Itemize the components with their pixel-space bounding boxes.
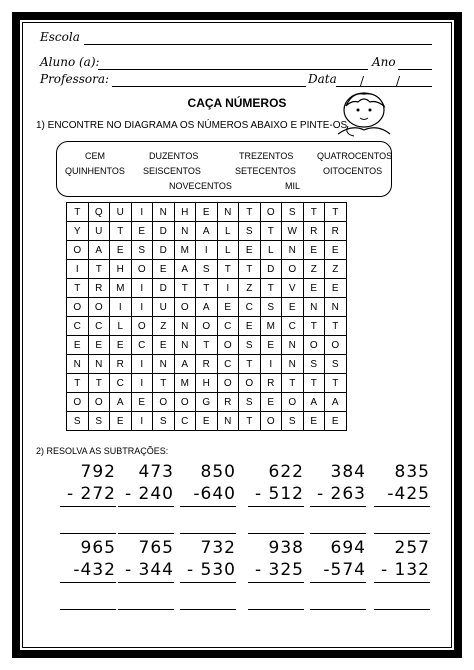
grid-cell[interactable]: O [174,393,196,412]
word-item: DUZENTOS [149,151,199,161]
grid-cell[interactable]: E [131,393,153,412]
grid-cell[interactable]: N [217,412,239,431]
grid-row [67,241,347,260]
subtraction-problem [374,462,430,534]
grid-cell[interactable]: O [67,241,89,260]
aluno-line[interactable] [98,69,368,70]
page-title: CAÇA NÚMEROS [187,96,287,110]
grid-cell[interactable]: C [88,317,110,336]
subtraction-problem [180,538,236,610]
word-item: CEM [85,151,105,161]
grid-row [67,374,347,393]
grid-cell[interactable]: E [88,336,110,355]
subtrahend: - 263 [310,484,366,507]
grid-cell[interactable]: I [131,203,153,222]
grid-cell[interactable]: T [88,260,110,279]
grid-cell[interactable]: U [110,203,132,222]
grid-cell[interactable]: T [239,412,261,431]
grid-cell[interactable]: N [325,298,347,317]
subtraction-problem [118,538,174,610]
grid-cell[interactable]: T [303,317,325,336]
subtrahend: -640 [180,484,236,507]
child-cartoon-icon [334,90,392,140]
grid-cell[interactable]: N [88,355,110,374]
label-professora: Professora: [40,72,110,86]
answer-line[interactable] [118,511,174,534]
subtrahend: -425 [374,484,430,507]
word-item: QUATROCENTOS [317,151,393,161]
grid-cell[interactable]: E [153,336,175,355]
label-aluno: Aluno (a): [40,55,100,69]
grid-cell[interactable]: E [110,412,132,431]
answer-line[interactable] [248,587,304,610]
grid-cell[interactable]: D [260,260,282,279]
grid-cell[interactable]: E [303,412,325,431]
grid-cell[interactable]: C [67,317,89,336]
grid-row [67,203,347,222]
answer-line[interactable] [248,511,304,534]
grid-cell[interactable]: S [239,393,261,412]
grid-cell[interactable]: R [88,279,110,298]
word-item: TREZENTOS [239,151,294,161]
subtrahend: -574 [310,560,366,583]
grid-cell[interactable]: A [303,393,325,412]
instruction-find-numbers: 1) ENCONTRE NO DIAGRAMA OS NÚMEROS ABAIXO E PINTE-OS [36,120,348,131]
grid-cell[interactable]: I [131,279,153,298]
grid-cell[interactable]: R [217,393,239,412]
grid-cell[interactable]: O [131,317,153,336]
grid-cell[interactable]: I [67,260,89,279]
subtrahend: - 512 [248,484,304,507]
grid-cell[interactable]: H [196,374,218,393]
ano-line[interactable] [398,69,432,70]
grid-cell[interactable]: E [196,412,218,431]
grid-cell[interactable]: R [325,222,347,241]
grid-row [67,412,347,431]
grid-row [67,222,347,241]
grid-cell[interactable]: E [217,298,239,317]
grid-cell[interactable]: T [67,279,89,298]
date-slash-2: / [396,74,401,88]
grid-cell[interactable]: T [67,374,89,393]
grid-cell[interactable]: H [174,203,196,222]
grid-cell[interactable]: E [325,279,347,298]
answer-line[interactable] [374,587,430,610]
minuend: 473 [138,462,174,482]
grid-cell[interactable]: H [110,260,132,279]
subtrahend: - 344 [118,560,174,583]
grid-cell[interactable]: E [303,241,325,260]
grid-cell[interactable]: E [260,393,282,412]
grid-cell[interactable]: R [196,355,218,374]
subtraction-problem [60,462,116,534]
grid-cell[interactable]: O [217,336,239,355]
grid-cell[interactable]: S [239,336,261,355]
grid-cell[interactable]: I [131,412,153,431]
grid-cell[interactable]: C [174,412,196,431]
answer-line[interactable] [180,587,236,610]
grid-cell[interactable]: E [110,336,132,355]
grid-cell[interactable]: I [131,355,153,374]
grid-cell[interactable]: S [196,260,218,279]
grid-cell[interactable]: E [153,260,175,279]
grid-cell[interactable]: T [260,222,282,241]
grid-cell[interactable]: G [196,393,218,412]
grid-cell[interactable]: A [325,393,347,412]
grid-cell[interactable]: L [260,241,282,260]
grid-row [67,336,347,355]
grid-cell[interactable]: V [282,279,304,298]
grid-cell[interactable]: N [174,317,196,336]
minuend: 965 [80,538,116,558]
grid-cell[interactable]: C [110,374,132,393]
grid-cell[interactable]: S [131,241,153,260]
grid-cell[interactable]: O [260,203,282,222]
grid-cell[interactable]: L [217,222,239,241]
grid-cell[interactable]: M [174,241,196,260]
grid-cell[interactable]: I [260,355,282,374]
grid-cell[interactable]: N [174,336,196,355]
grid-cell[interactable]: O [174,298,196,317]
word-item: NOVECENTOS [169,181,232,191]
grid-cell[interactable]: N [153,355,175,374]
grid-cell[interactable]: E [282,298,304,317]
grid-cell[interactable]: O [217,374,239,393]
grid-cell[interactable]: Q [88,203,110,222]
grid-cell[interactable]: A [196,222,218,241]
date-slash-1: / [360,74,365,88]
answer-line[interactable] [374,511,430,534]
grid-cell[interactable]: N [303,298,325,317]
grid-cell[interactable]: N [217,203,239,222]
grid-cell[interactable]: S [325,355,347,374]
grid-cell[interactable]: L [110,317,132,336]
grid-cell[interactable]: L [217,241,239,260]
grid-cell[interactable]: N [67,355,89,374]
minuend: 622 [268,462,304,482]
label-escola: Escola [40,30,80,44]
minuend: 765 [138,538,174,558]
grid-cell[interactable]: N [282,241,304,260]
grid-cell[interactable]: A [110,393,132,412]
grid-cell[interactable]: E [260,336,282,355]
minuend: 257 [394,538,430,558]
grid-cell[interactable]: O [239,374,261,393]
grid-cell[interactable]: R [110,355,132,374]
grid-cell[interactable]: T [67,203,89,222]
grid-cell[interactable]: C [217,355,239,374]
grid-cell[interactable]: S [303,355,325,374]
grid-cell[interactable]: N [174,222,196,241]
minuend: 850 [200,462,236,482]
grid-cell[interactable]: T [174,279,196,298]
grid-cell[interactable]: E [239,241,261,260]
grid-cell[interactable]: T [239,260,261,279]
grid-cell[interactable]: R [260,374,282,393]
grid-cell[interactable]: O [325,336,347,355]
grid-row [67,298,347,317]
grid-cell[interactable]: C [217,317,239,336]
grid-cell[interactable]: I [131,374,153,393]
grid-cell[interactable]: T [239,203,261,222]
grid-cell[interactable]: T [153,374,175,393]
grid-cell[interactable]: T [239,355,261,374]
grid-cell[interactable]: O [88,298,110,317]
grid-cell[interactable]: I [217,279,239,298]
grid-cell[interactable]: W [282,222,304,241]
grid-row [67,317,347,336]
grid-cell[interactable]: S [282,412,304,431]
grid-cell[interactable]: N [282,336,304,355]
grid-cell[interactable]: O [260,412,282,431]
grid-cell[interactable]: S [239,222,261,241]
grid-row [67,260,347,279]
grid-cell[interactable]: O [196,317,218,336]
subtrahend: - 132 [374,560,430,583]
subtrahend: -432 [60,560,116,583]
grid-cell[interactable]: T [88,374,110,393]
grid-cell[interactable]: S [260,298,282,317]
word-list-box [56,141,392,197]
grid-cell[interactable]: T [303,374,325,393]
grid-cell[interactable]: E [110,241,132,260]
grid-row [67,279,347,298]
grid-cell[interactable]: A [88,241,110,260]
grid-row [67,355,347,374]
grid-cell[interactable]: M [174,374,196,393]
word-item: MIL [285,181,301,191]
grid-cell[interactable]: T [325,317,347,336]
answer-line[interactable] [60,511,116,534]
data-line[interactable] [336,86,432,87]
grid-cell[interactable]: T [196,336,218,355]
grid-cell[interactable]: E [67,336,89,355]
grid-cell[interactable]: D [153,279,175,298]
grid-cell[interactable]: O [131,260,153,279]
grid-cell[interactable]: I [196,241,218,260]
grid-cell[interactable]: D [153,241,175,260]
word-search-grid [66,202,347,431]
answer-line[interactable] [118,587,174,610]
subtraction-problem [248,462,304,534]
subtraction-problem [374,538,430,610]
grid-cell[interactable]: T [325,374,347,393]
subtraction-problem [118,462,174,534]
grid-cell[interactable]: U [153,298,175,317]
grid-cell[interactable]: E [131,222,153,241]
minuend: 792 [80,462,116,482]
grid-cell[interactable]: T [110,222,132,241]
escola-line[interactable] [84,44,432,45]
grid-cell[interactable]: C [282,317,304,336]
answer-line[interactable] [60,587,116,610]
grid-cell[interactable]: U [88,222,110,241]
label-data: Data [308,72,337,86]
grid-cell[interactable]: N [153,203,175,222]
grid-cell[interactable]: C [131,336,153,355]
grid-cell[interactable]: T [196,279,218,298]
minuend: 384 [330,462,366,482]
subtrahend: - 240 [118,484,174,507]
grid-cell[interactable]: D [153,222,175,241]
grid-cell[interactable]: S [153,412,175,431]
grid-cell[interactable]: E [303,279,325,298]
subtrahend: - 325 [248,560,304,583]
grid-cell[interactable]: S [88,412,110,431]
grid-cell[interactable]: Z [303,260,325,279]
grid-cell[interactable]: A [174,260,196,279]
word-item: QUINHENTOS [65,166,125,176]
grid-cell[interactable]: T [303,203,325,222]
grid-cell[interactable]: T [282,374,304,393]
grid-cell[interactable]: Y [67,222,89,241]
answer-line[interactable] [310,511,366,534]
word-item: SETECENTOS [235,166,296,176]
grid-cell[interactable]: O [67,393,89,412]
minuend: 938 [268,538,304,558]
grid-cell[interactable]: Z [239,279,261,298]
grid-cell[interactable]: E [239,317,261,336]
subtraction-problem [180,462,236,534]
professora-line[interactable] [112,86,306,87]
minuend: 694 [330,538,366,558]
grid-cell[interactable]: I [131,298,153,317]
grid-cell[interactable]: A [196,298,218,317]
subtraction-problem [60,538,116,610]
answer-line[interactable] [310,587,366,610]
grid-cell[interactable]: Z [153,317,175,336]
subtrahend: - 530 [180,560,236,583]
grid-row [67,393,347,412]
subtraction-problem [310,538,366,610]
label-ano: Ano [372,55,396,69]
grid-cell[interactable]: T [260,279,282,298]
grid-cell[interactable]: E [325,241,347,260]
grid-cell[interactable]: M [110,279,132,298]
grid-cell[interactable]: N [282,355,304,374]
grid-cell[interactable]: E [196,203,218,222]
subtraction-problem [310,462,366,534]
grid-cell[interactable]: O [303,336,325,355]
grid-cell[interactable]: T [217,260,239,279]
minuend: 835 [394,462,430,482]
grid-cell[interactable]: M [260,317,282,336]
grid-cell[interactable]: I [110,298,132,317]
grid-cell[interactable]: O [282,393,304,412]
grid-cell[interactable]: O [88,393,110,412]
grid-cell[interactable]: O [282,260,304,279]
grid-cell[interactable]: T [325,203,347,222]
word-item: SEISCENTOS [143,166,201,176]
subtraction-problem [248,538,304,610]
grid-cell[interactable]: O [153,393,175,412]
grid-cell[interactable]: R [303,222,325,241]
instruction-subtractions: 2) RESOLVA AS SUBTRAÇÕES: [36,446,169,456]
word-item: OITOCENTOS [323,166,383,176]
grid-cell[interactable]: O [67,298,89,317]
grid-cell[interactable]: S [67,412,89,431]
grid-cell[interactable]: A [174,355,196,374]
grid-cell[interactable]: E [325,412,347,431]
grid-cell[interactable]: C [239,298,261,317]
minuend: 732 [200,538,236,558]
answer-line[interactable] [180,511,236,534]
grid-cell[interactable]: S [282,203,304,222]
subtrahend: - 272 [60,484,116,507]
grid-cell[interactable]: Z [325,260,347,279]
